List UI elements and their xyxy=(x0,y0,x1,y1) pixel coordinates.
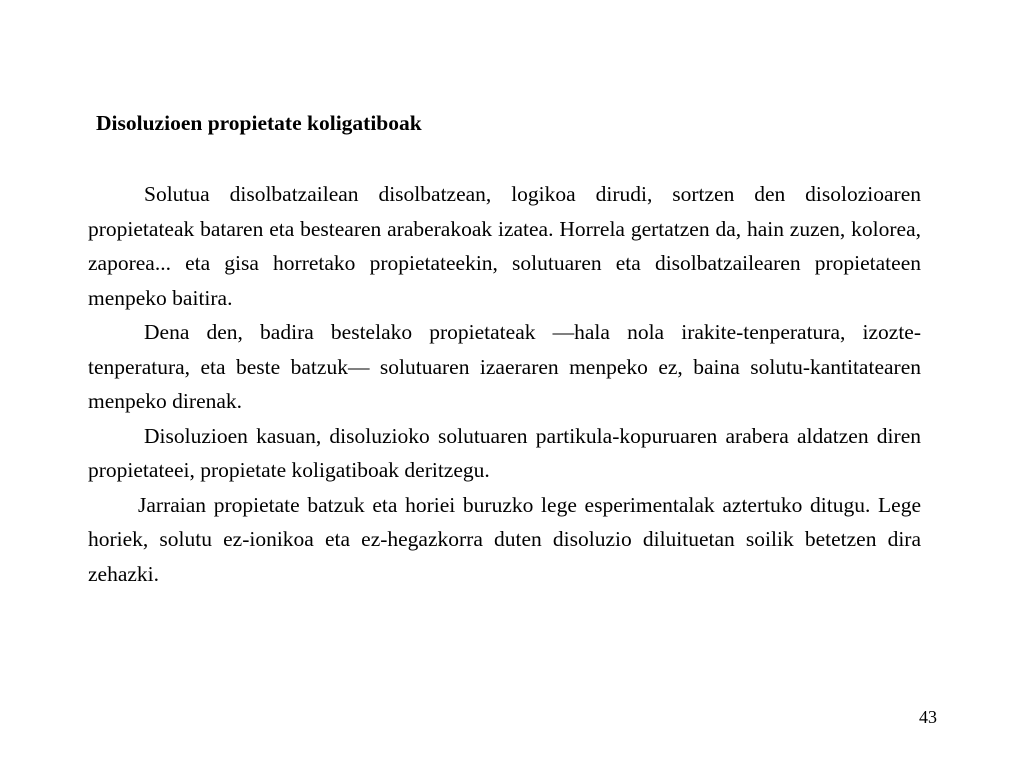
page-number: 43 xyxy=(919,707,937,727)
paragraph-4: Jarraian propietate batzuk eta horiei buruzko lege esperimentalak aztertuko ditugu. Lege horiek, solutu ez-ionikoa eta ez-hegazkorra duten disoluzio diluituetan soilik betetzen dira zehazki. xyxy=(88,492,921,586)
body-text xyxy=(88,177,921,591)
paragraph-2: Dena den, badira bestelako propietateak —hala nola irakite-tenperatura, izozte-tenperatura, eta beste batzuk— solutuaren izaeraren menpeko ez, baina solutu-kantitatearen menpeko direnak. xyxy=(88,320,921,413)
page-title: Disoluzioen propietate koligatiboak xyxy=(96,111,422,135)
paragraph-3: Disoluzioen kasuan, disoluzioko solutuaren partikula-kopuruaren arabera aldatzen diren propietateei, propietate koligatiboak deritzegu. xyxy=(88,423,921,482)
paragraph-1: Solutua disolbatzailean disolbatzean, logikoa dirudi, sortzen den disolozioaren propietateak bataren eta bestearen araberakoak izatea. Horrela gertatzen da, hain zuzen, kolorea, zaporea... eta gisa horretako propietateekin, solutuaren eta disolbatzailearen propietateen menpeko baitira. xyxy=(88,182,921,310)
